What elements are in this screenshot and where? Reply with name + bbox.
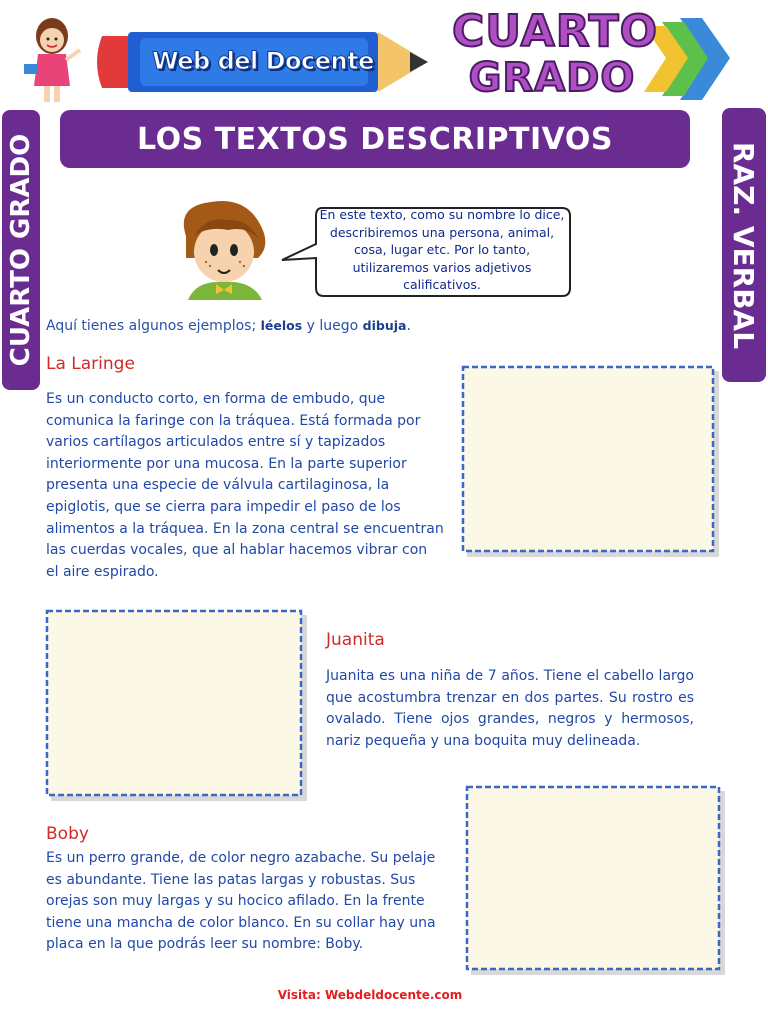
side-label-right-text: RAZ. VERBAL [727, 141, 761, 349]
footer-link[interactable]: Visita: Webdeldocente.com [277, 988, 463, 1002]
side-label-left-text: CUARTO GRADO [6, 133, 36, 367]
section-text-laringe: Es un conducto corto, en forma de embudo, que comunica la faringe con la tráquea. Está formada por varios cartílagos articulados entre sí y tapizados interiormente por una mucosa. En la parte superior presenta una especie de válvula cartilaginosa, la epiglotis, que se cierra para impedir el paso de los alimentos a la tráquea. En la zona central se encuentran las cuerdas vocales, que al hablar hacemos vibrar con el aire espirado. [46, 391, 444, 580]
side-label-right [722, 108, 766, 382]
intro-text [46, 318, 706, 334]
section-heading-laringe: La Laringe [46, 354, 135, 374]
grade-line-1: CUARTO [451, 6, 659, 57]
intro-middle: y luego [302, 318, 363, 334]
section-heading-boby: Boby [46, 824, 89, 844]
boy-illustration [166, 196, 276, 300]
grade-line-2: GRADO [468, 55, 636, 101]
section-text-boby: Es un perro grande, de color negro azabache. Su pelaje es abundante. Tiene las patas largas y robustas. Sus orejas son muy largas y su hocico afilado. En la frente tiene una mancha de color blanco. En su collar hay una placa en la que podrás leer su nombre: Boby. [46, 850, 436, 953]
side-label-left [2, 110, 40, 390]
title-bar [60, 110, 690, 168]
intro-before: Aquí tienes algunos ejemplos; [46, 318, 261, 334]
section-heading-juanita: Juanita [326, 630, 385, 650]
logo-text: Web del Docente [152, 47, 374, 75]
drawing-frame-laringe[interactable] [460, 364, 720, 558]
intro-word-read: léelos [260, 318, 303, 333]
intro-after: . [406, 318, 411, 334]
page-title: LOS TEXTOS DESCRIPTIVOS [137, 121, 613, 157]
section-text-juanita: Juanita es una niña de 7 años. Tiene el cabello largo que acostumbra trenzar en dos partes. Su rostro es ovalado. Tiene ojos grandes, negros y hermosos, nariz pequeña y una boquita muy delineada. [326, 668, 694, 749]
intro-word-draw: dibuja [362, 318, 407, 333]
drawing-frame-boby[interactable] [464, 784, 726, 976]
teacher-illustration [22, 14, 82, 104]
drawing-frame-juanita[interactable] [44, 608, 308, 802]
speech-bubble-text: En este texto, como su nombre lo dice, describiremos una persona, animal, cosa, lugar etc. Por lo tanto, utilizaremos varios adjetivos calificativos. [319, 207, 565, 292]
